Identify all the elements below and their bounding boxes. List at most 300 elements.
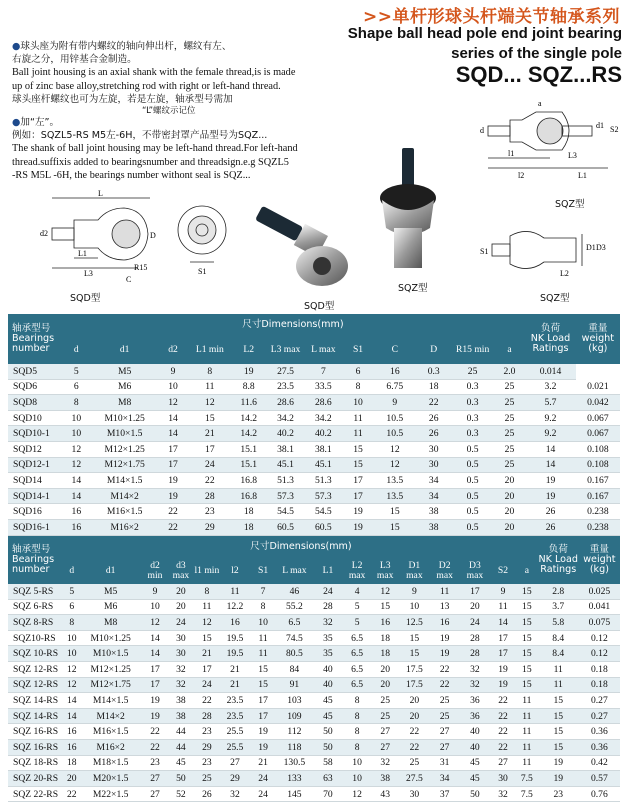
table-cell: 15 (516, 630, 538, 646)
table-cell: 25 (430, 708, 460, 724)
title-english-line1: Shape ball head pole end joint bearing (347, 25, 622, 42)
table-cell: 18 (371, 630, 399, 646)
dim-label-L2: L2 (560, 269, 569, 278)
bearing-model-cell: SQZ 18-RS (8, 755, 64, 771)
table-cell: 17 (157, 457, 189, 473)
column-header: d2 min (142, 558, 168, 584)
table-cell: 28 (194, 708, 220, 724)
table-cell: 40 (313, 677, 343, 693)
table-cell: 8 (64, 615, 79, 631)
table-cell: 112 (276, 724, 313, 740)
table-cell: M10×1.25 (92, 410, 157, 426)
table-cell: 34 (416, 473, 452, 489)
bearing-model-cell: SQZ 14-RS (8, 708, 64, 724)
table-cell: 38.1 (304, 441, 342, 457)
table-cell: 3.7 (538, 599, 579, 615)
table-cell: 25 (452, 364, 494, 379)
column-header: D (416, 336, 452, 364)
table-cell: 11 (250, 630, 276, 646)
table-cell: 25 (399, 755, 429, 771)
dim-label-R15: R15 (134, 263, 148, 272)
table-cell: 0.5 (452, 504, 494, 520)
header-model (8, 314, 61, 364)
table-cell: 15 (342, 457, 374, 473)
table-cell: 15 (516, 677, 538, 693)
table-cell: 17.5 (399, 677, 429, 693)
table-cell: 9.2 (525, 410, 575, 426)
table-cell: 0.041 (579, 599, 620, 615)
table-cell: 0.5 (452, 457, 494, 473)
column-header: d1 (79, 558, 142, 584)
table-cell: 14 (64, 708, 79, 724)
table-cell: 22 (490, 693, 516, 709)
table-cell: 32 (168, 677, 194, 693)
table-row (8, 584, 620, 599)
column-header: L max (276, 558, 313, 584)
table-cell: 19 (142, 693, 168, 709)
table-cell: 17 (250, 693, 276, 709)
bullet-icon: ● (12, 41, 21, 52)
table-cell: M8 (79, 615, 142, 631)
table-cell: 14 (61, 473, 93, 489)
table-cell: 26 (525, 504, 575, 520)
table-cell: 11 (516, 708, 538, 724)
table-cell: M12×1.75 (79, 677, 142, 693)
table-cell: 27 (430, 724, 460, 740)
table-cell: 8 (61, 395, 93, 411)
note-line: thread.suffixis added to bearingsnumber and threadsign.e.g SQZL5 (12, 156, 289, 168)
header-load-cn: 负荷 (540, 323, 561, 334)
table-cell: 29 (189, 519, 231, 535)
header-weight-cn: 重量 (588, 323, 608, 334)
table-cell: 0.3 (452, 410, 494, 426)
table-cell: 12 (142, 615, 168, 631)
table-cell: 14.2 (231, 426, 267, 442)
table-cell: 6.5 (343, 677, 371, 693)
table-cell: 58 (313, 755, 343, 771)
column-header: S1 (250, 558, 276, 584)
table-cell: 15 (538, 693, 579, 709)
table-cell: 40.2 (304, 426, 342, 442)
table-cell: 21 (189, 426, 231, 442)
table-cell: 12 (194, 615, 220, 631)
table-cell: 16 (220, 615, 250, 631)
table-cell: 0.067 (576, 410, 620, 426)
table-cell: 0.167 (576, 473, 620, 489)
table-cell: 38 (168, 708, 194, 724)
column-header: L1 min (189, 336, 231, 364)
table-cell: 3.2 (525, 379, 575, 395)
table-cell: 0.238 (576, 504, 620, 520)
bearing-model-cell: SQZ10-RS (8, 630, 64, 646)
table-cell: 31 (430, 755, 460, 771)
table-cell: 10 (61, 426, 93, 442)
table-cell: M16×2 (79, 739, 142, 755)
table-cell: 9 (374, 395, 416, 411)
table-cell: 15 (399, 630, 429, 646)
table-cell: 7.5 (516, 786, 538, 802)
table-cell: 24 (194, 677, 220, 693)
note-line: Ball joint housing is an axial shank with the female thread,is is made (12, 67, 296, 79)
table-cell: 34.2 (304, 410, 342, 426)
dim-label-l1-long: L1 (578, 171, 587, 180)
table-cell: 17 (157, 441, 189, 457)
column-header: d (64, 558, 79, 584)
table-cell: 11.6 (231, 395, 267, 411)
table-cell: 18 (231, 504, 267, 520)
table-cell: 50 (313, 724, 343, 740)
table-cell: 50 (313, 739, 343, 755)
table-cell: 0.025 (579, 584, 620, 599)
table-row (8, 786, 620, 802)
table-cell: 27 (220, 755, 250, 771)
table-cell: 63 (313, 771, 343, 787)
table-cell: 10 (399, 599, 429, 615)
table-cell: M16×2 (92, 519, 157, 535)
table-cell: 7 (304, 364, 342, 379)
table-cell: 7.5 (516, 771, 538, 787)
table-cell: 44 (168, 724, 194, 740)
table-cell: 0.108 (576, 457, 620, 473)
table-cell: M8 (92, 395, 157, 411)
table-cell: 23.5 (220, 693, 250, 709)
bearing-model-cell: SQZ 22-RS (8, 786, 64, 802)
table-cell: 29 (194, 739, 220, 755)
table-cell: 32 (168, 661, 194, 677)
table-cell: 28 (189, 488, 231, 504)
table-cell: 0.42 (579, 755, 620, 771)
column-header: a (494, 336, 526, 364)
table-cell: 103 (276, 693, 313, 709)
table-cell: 23 (142, 755, 168, 771)
table-cell: 15 (374, 519, 416, 535)
table-cell: 0.108 (576, 441, 620, 457)
table-cell: 8.8 (231, 379, 267, 395)
note-line: “L”螺纹示记位 (142, 106, 196, 117)
table-cell: 27 (371, 739, 399, 755)
table-cell: 145 (276, 786, 313, 802)
table-cell: 45 (460, 771, 490, 787)
table-cell: 22 (142, 724, 168, 740)
table-cell: 17 (250, 708, 276, 724)
table-cell: 38 (168, 693, 194, 709)
table-cell: 8.4 (538, 630, 579, 646)
table-cell: 19 (231, 364, 267, 379)
table-cell: 16 (64, 739, 79, 755)
table-cell: 0.075 (579, 615, 620, 631)
header-model-cn: 轴承型号 (12, 323, 51, 334)
table-cell: 20 (460, 599, 490, 615)
table-cell: 21 (220, 661, 250, 677)
table-cell: 11 (516, 755, 538, 771)
table-cell: 11 (430, 584, 460, 599)
table-cell: M16×1.5 (92, 504, 157, 520)
table-cell: 20 (494, 473, 526, 489)
table-cell: 6 (342, 364, 374, 379)
table-cell: 16.8 (231, 473, 267, 489)
bearing-model-cell: SQD8 (8, 395, 61, 411)
table-cell: 17 (189, 441, 231, 457)
table-row (8, 724, 620, 740)
table-row (8, 630, 620, 646)
table-cell: 70 (313, 786, 343, 802)
table-cell: 19 (430, 646, 460, 662)
table-row (8, 693, 620, 709)
table-cell: 15 (250, 661, 276, 677)
table-cell: 6.5 (343, 630, 371, 646)
bearing-model-cell: SQD10 (8, 410, 61, 426)
dim-label-l1: l1 (508, 149, 515, 158)
table-cell: 10 (61, 410, 93, 426)
table-cell: 14 (64, 693, 79, 709)
table-row (8, 708, 620, 724)
dim-label-S1: S1 (198, 267, 207, 276)
table-cell: 13.5 (374, 488, 416, 504)
table-cell: 25.5 (220, 739, 250, 755)
dim-label-a: a (538, 99, 542, 108)
table-row (8, 661, 620, 677)
table-cell: 5 (64, 584, 79, 599)
table-cell: 0.76 (579, 786, 620, 802)
column-header: a (516, 558, 538, 584)
table-cell: 21 (194, 646, 220, 662)
table-cell: 0.27 (579, 708, 620, 724)
table-cell: 14 (157, 426, 189, 442)
column-header: L3 max (267, 336, 305, 364)
dim-label-d2: d2 (40, 229, 48, 238)
bearing-model-cell: SQZ 8-RS (8, 615, 64, 631)
table-cell: 130.5 (276, 755, 313, 771)
table-cell: 45 (313, 708, 343, 724)
table-cell: 12 (374, 441, 416, 457)
table-cell: M20×1.5 (79, 771, 142, 787)
table-cell: 17 (490, 646, 516, 662)
dim-label-S1-b: S1 (480, 247, 489, 256)
table-cell: 14 (490, 615, 516, 631)
table-cell: 20 (64, 771, 79, 787)
bearing-model-cell: SQD16-1 (8, 519, 61, 535)
table-cell: 14.2 (231, 410, 267, 426)
table-cell: 28.6 (304, 395, 342, 411)
table-cell: 23.5 (220, 708, 250, 724)
bearing-model-cell: SQZ 6-RS (8, 599, 64, 615)
table-cell: 24 (250, 771, 276, 787)
table-cell: 9 (142, 584, 168, 599)
bearing-model-cell: SQD16 (8, 504, 61, 520)
table-cell: 35 (313, 646, 343, 662)
table-cell: 22 (142, 739, 168, 755)
table-cell: 19.5 (220, 630, 250, 646)
table-cell: 45.1 (267, 457, 305, 473)
table-cell: 27 (142, 786, 168, 802)
table-cell: 60.5 (304, 519, 342, 535)
table-cell: 15.1 (231, 457, 267, 473)
table-cell: 18 (371, 646, 399, 662)
table-cell: 0.18 (579, 677, 620, 693)
table-cell: 10 (64, 646, 79, 662)
description-notes (12, 40, 372, 182)
table-cell: 30 (399, 786, 429, 802)
table-cell: 0.067 (576, 426, 620, 442)
table-cell: 24 (168, 615, 194, 631)
table-cell: 6 (64, 599, 79, 615)
bearing-model-cell: SQZ 16-RS (8, 739, 64, 755)
table-cell: 11 (538, 677, 579, 693)
note-line: 例如：SQZL5-RS M5左-6H，不带密封罩产品型号为SQZ... (12, 130, 268, 142)
table-cell: 14 (61, 488, 93, 504)
table-cell: 30 (416, 441, 452, 457)
table-cell: 10 (343, 771, 371, 787)
table-cell: 51.3 (267, 473, 305, 489)
table-cell: 13.5 (374, 473, 416, 489)
table-cell: 14 (525, 441, 575, 457)
table-row (8, 426, 620, 442)
table-cell: 36 (460, 708, 490, 724)
table-cell: M14×2 (79, 708, 142, 724)
table-cell: 19 (250, 724, 276, 740)
table-cell: 8 (343, 739, 371, 755)
column-header: C (374, 336, 416, 364)
table-cell: 15 (342, 441, 374, 457)
table-cell: 24 (189, 457, 231, 473)
table-cell: 6.5 (343, 646, 371, 662)
table-cell: 26 (525, 519, 575, 535)
column-header: L max (304, 336, 342, 364)
table-cell: 133 (276, 771, 313, 787)
table-cell: 8 (189, 364, 231, 379)
table-cell: 12.2 (220, 599, 250, 615)
table-cell: 11 (342, 426, 374, 442)
table-cell: 16 (374, 364, 416, 379)
table-cell: 10 (64, 630, 79, 646)
table-cell: 20 (494, 519, 526, 535)
table-cell: 23 (538, 786, 579, 802)
table-cell: 23 (194, 755, 220, 771)
table-cell: 45.1 (304, 457, 342, 473)
table-cell: 23 (194, 724, 220, 740)
header-load (538, 536, 579, 584)
table-cell: 45 (313, 693, 343, 709)
table-cell: 50 (460, 786, 490, 802)
table-cell: 26 (416, 426, 452, 442)
table-cell: 25 (494, 457, 526, 473)
table-cell: 22 (64, 786, 79, 802)
table-cell: 11 (194, 599, 220, 615)
table-cell: M14×1.5 (79, 693, 142, 709)
header-dimensions: 尺寸Dimensions(mm) (61, 314, 526, 336)
table-cell: 20 (494, 504, 526, 520)
table-cell: 32 (460, 661, 490, 677)
table-cell: 28 (460, 646, 490, 662)
table-cell: 0.3 (416, 364, 452, 379)
table-cell: M18×1.5 (79, 755, 142, 771)
table-cell: 51.3 (304, 473, 342, 489)
table-cell: 19 (538, 755, 579, 771)
table-cell: 34 (430, 771, 460, 787)
table-cell: 2.8 (538, 584, 579, 599)
table-row (8, 504, 620, 520)
table-cell: 25 (430, 693, 460, 709)
table-cell: 0.12 (579, 630, 620, 646)
table-cell: 19 (490, 661, 516, 677)
column-header: D3 max (460, 558, 490, 584)
table-cell: 5 (61, 364, 93, 379)
table-cell: 32 (460, 677, 490, 693)
table-cell: 2.0 (494, 364, 526, 379)
table-cell: 91 (276, 677, 313, 693)
table-cell: 0.5 (452, 441, 494, 457)
table-cell: 11 (250, 646, 276, 662)
table-cell: 10.5 (374, 426, 416, 442)
sqd-spec-table (8, 314, 620, 536)
table-cell: 27 (142, 771, 168, 787)
header-dimensions: 尺寸Dimensions(mm) (64, 536, 538, 558)
dim-label-D3: D3 (596, 243, 606, 252)
table-cell: M22×1.5 (79, 786, 142, 802)
dim-label-l3: L3 (568, 151, 577, 160)
note-line: 球头座为附有带内螺纹的轴向伸出杆，螺纹有左、 (20, 41, 232, 52)
column-header: l1 min (194, 558, 220, 584)
table-cell: 15 (538, 724, 579, 740)
table-cell: 6.5 (343, 661, 371, 677)
table-cell: 19 (538, 771, 579, 787)
table-cell: 44 (168, 739, 194, 755)
table-cell: 60.5 (267, 519, 305, 535)
table-cell: 12.5 (399, 615, 429, 631)
table-cell: 57.3 (304, 488, 342, 504)
sqz-dimension-drawing (478, 98, 623, 186)
table-cell: 43 (371, 786, 399, 802)
bearing-model-cell: SQZ 10-RS (8, 646, 64, 662)
table-cell: 12 (371, 584, 399, 599)
table-row (8, 771, 620, 787)
table-cell: 0.238 (576, 519, 620, 535)
table-cell: 25 (494, 379, 526, 395)
column-header: L3 max (371, 558, 399, 584)
column-header: l2 (220, 558, 250, 584)
table-cell: M10×1.5 (92, 426, 157, 442)
figure-label-sqd-photo: SQD型 (304, 301, 335, 312)
table-cell: 38 (416, 519, 452, 535)
sqd-product-photo (244, 196, 356, 292)
table-cell: M5 (79, 584, 142, 599)
note-line: 球头座杆螺纹也可为左旋，若是左旋，轴承型号需加 (12, 93, 233, 105)
table-cell: 34 (416, 488, 452, 504)
table-cell: 15 (538, 739, 579, 755)
table-cell: 0.5 (452, 473, 494, 489)
column-header: R15 min (452, 336, 494, 364)
table-cell: 29 (220, 771, 250, 787)
table-cell: 45 (460, 755, 490, 771)
table-cell: 40 (460, 739, 490, 755)
table-cell: 25 (371, 693, 399, 709)
table-cell: 25 (494, 441, 526, 457)
note-line: up of zinc base alloy,stretching rod with right or left-hand thread. (12, 80, 281, 92)
table-cell: 20 (371, 661, 399, 677)
table-cell: 17 (460, 584, 490, 599)
table-cell: 38 (416, 504, 452, 520)
table-cell: 15 (516, 615, 538, 631)
table-cell: 0.167 (576, 488, 620, 504)
header-model-en: Bearings number (12, 554, 55, 575)
table-cell: 20 (168, 584, 194, 599)
table-cell: 0.3 (452, 426, 494, 442)
table-cell: 8 (343, 693, 371, 709)
table-cell: 8 (343, 724, 371, 740)
table-cell: 8 (250, 599, 276, 615)
bearing-model-cell: SQD10-1 (8, 426, 61, 442)
table-cell: 17 (490, 630, 516, 646)
